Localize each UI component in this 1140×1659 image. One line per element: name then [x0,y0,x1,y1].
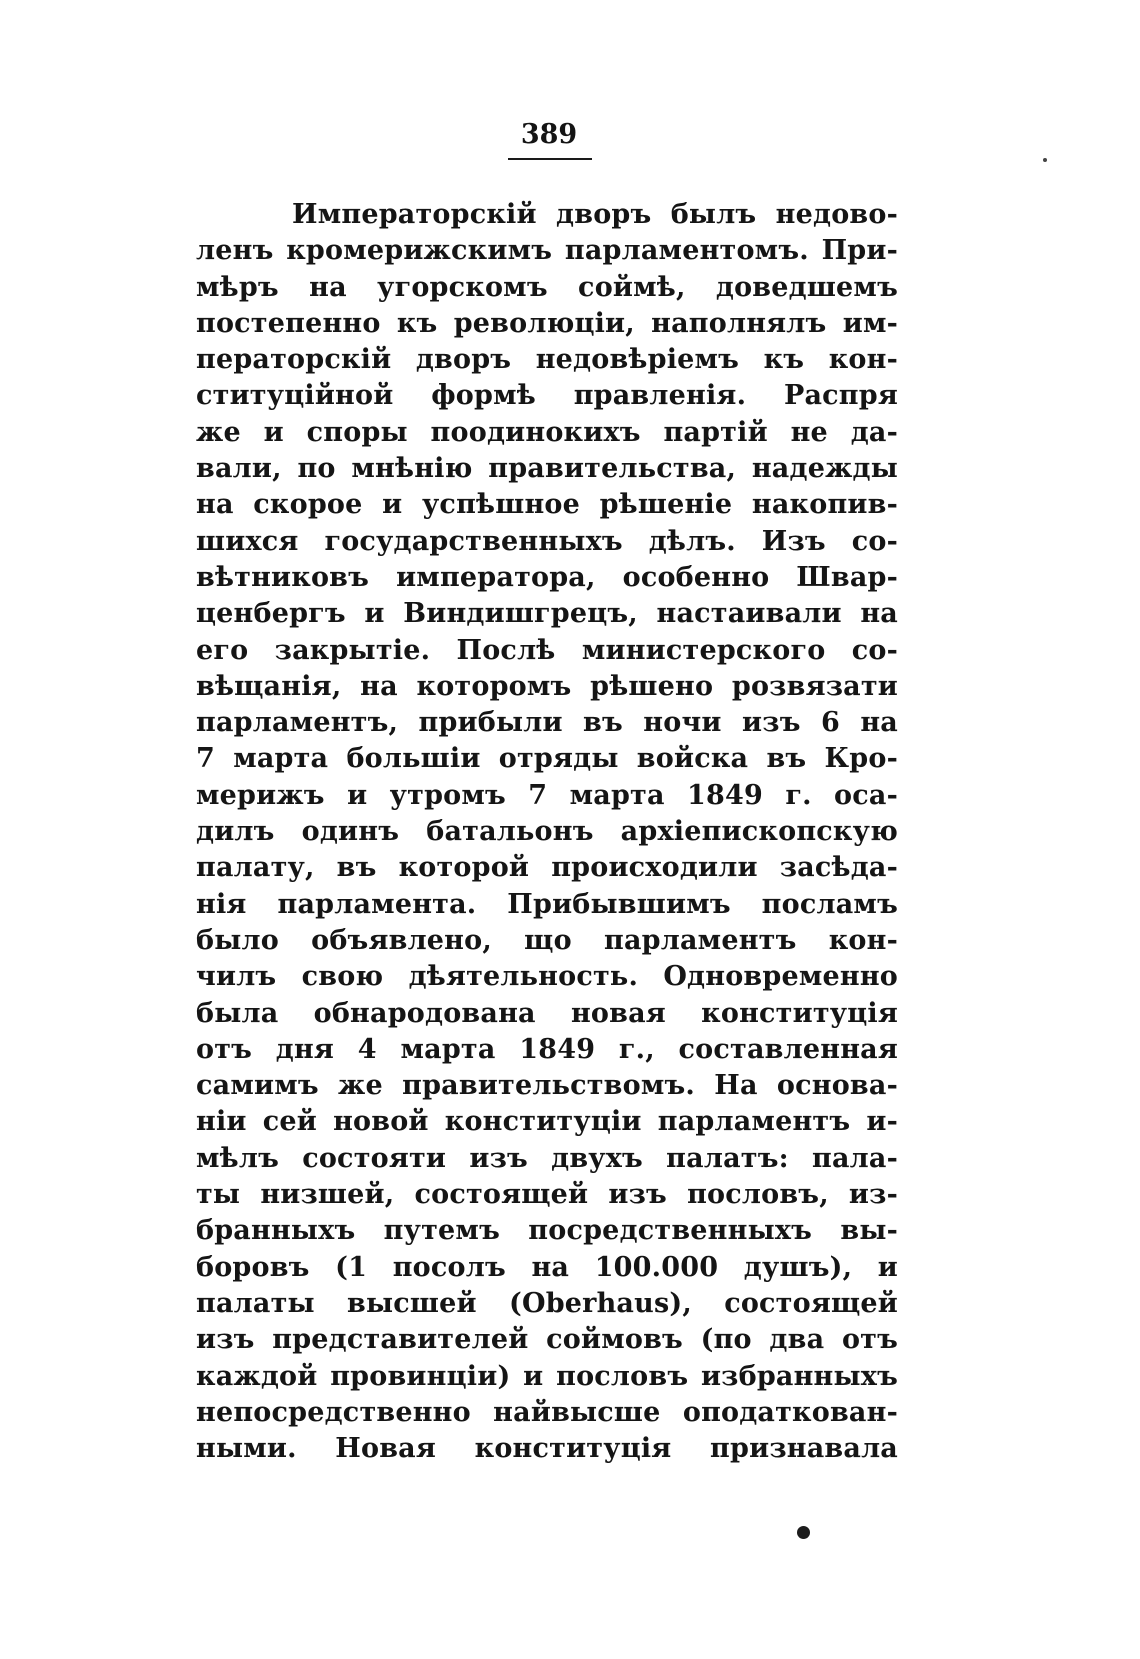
ink-speck [1043,158,1047,162]
text-line: дилъ одинъ батальонъ архіепископскую [196,816,898,848]
text-line: мѣлъ состояти изъ двухъ палатъ: пала- [196,1142,898,1174]
text-line: бранныхъ путемъ посредственныхъ вы- [196,1215,898,1247]
text-line: ценбергъ и Виндишгрецъ, настаивали на [196,598,898,630]
text-line: изъ представителей соймовъ (по два отъ [196,1324,898,1356]
text-line: отъ дня 4 марта 1849 г., составленная [196,1033,898,1065]
text-line: на скорое и успѣшное рѣшеніе накопив- [196,489,898,521]
text-line: парламентъ, прибыли въ ночи изъ 6 на [196,707,898,739]
page-number: 389 [520,119,578,150]
text-line: ституційной формѣ правленія. Распря [196,380,898,412]
text-line: вѣтниковъ императора, особенно Швар- [196,561,898,593]
text-line: палаты высшей (Oberhaus), состоящей [196,1287,898,1319]
text-line: ленъ кромерижскимъ парламентомъ. При- [196,235,898,267]
text-line: непосредственно найвысше оподаткован- [196,1396,898,1428]
text-line: ніи сей новой конституціи парламентъ и- [196,1106,898,1138]
text-line: шихся государственныхъ дѣлъ. Изъ со- [196,525,898,557]
body-text [196,197,898,1467]
text-line: ты низшей, состоящей изъ пословъ, из- [196,1179,898,1211]
text-line: вѣщанія, на которомъ рѣшено розвязати [196,670,898,702]
text-line: Императорскій дворъ былъ недово- [292,199,898,230]
text-line: каждой провинціи) и пословъ избранныхъ [196,1360,898,1392]
text-line: чилъ свою дѣятельность. Одновременно [196,961,898,993]
ink-blot [797,1526,810,1539]
page-number-rule [508,158,592,160]
text-line: мѣръ на угорскомъ соймѣ, доведшемъ [196,271,898,303]
text-line: же и споры поодинокихъ партій не да- [196,416,898,448]
text-line: была обнародована новая конституція [196,997,898,1029]
text-line: самимъ же правительствомъ. На основа- [196,1070,898,1102]
text-line: его закрытіе. Послѣ министерского со- [196,634,898,666]
text-line: палату, въ которой происходили засѣда- [196,852,898,884]
text-line: ными. Новая конституція признавала [196,1433,898,1465]
text-line: 7 марта большіи отряды войска въ Кро- [196,743,898,775]
text-line: вали, по мнѣнію правительства, надежды [196,453,898,485]
text-line: было объявлено, що парламентъ кон- [196,924,898,956]
text-line: постепенно къ революціи, наполнялъ им- [196,307,898,339]
text-line: нія парламента. Прибывшимъ посламъ [196,888,898,920]
text-line: ператорскій дворъ недовѣріемъ къ кон- [196,344,898,376]
text-line: мерижъ и утромъ 7 марта 1849 г. оса- [196,779,898,811]
text-line: боровъ (1 посолъ на 100.000 душъ), и [196,1251,898,1283]
